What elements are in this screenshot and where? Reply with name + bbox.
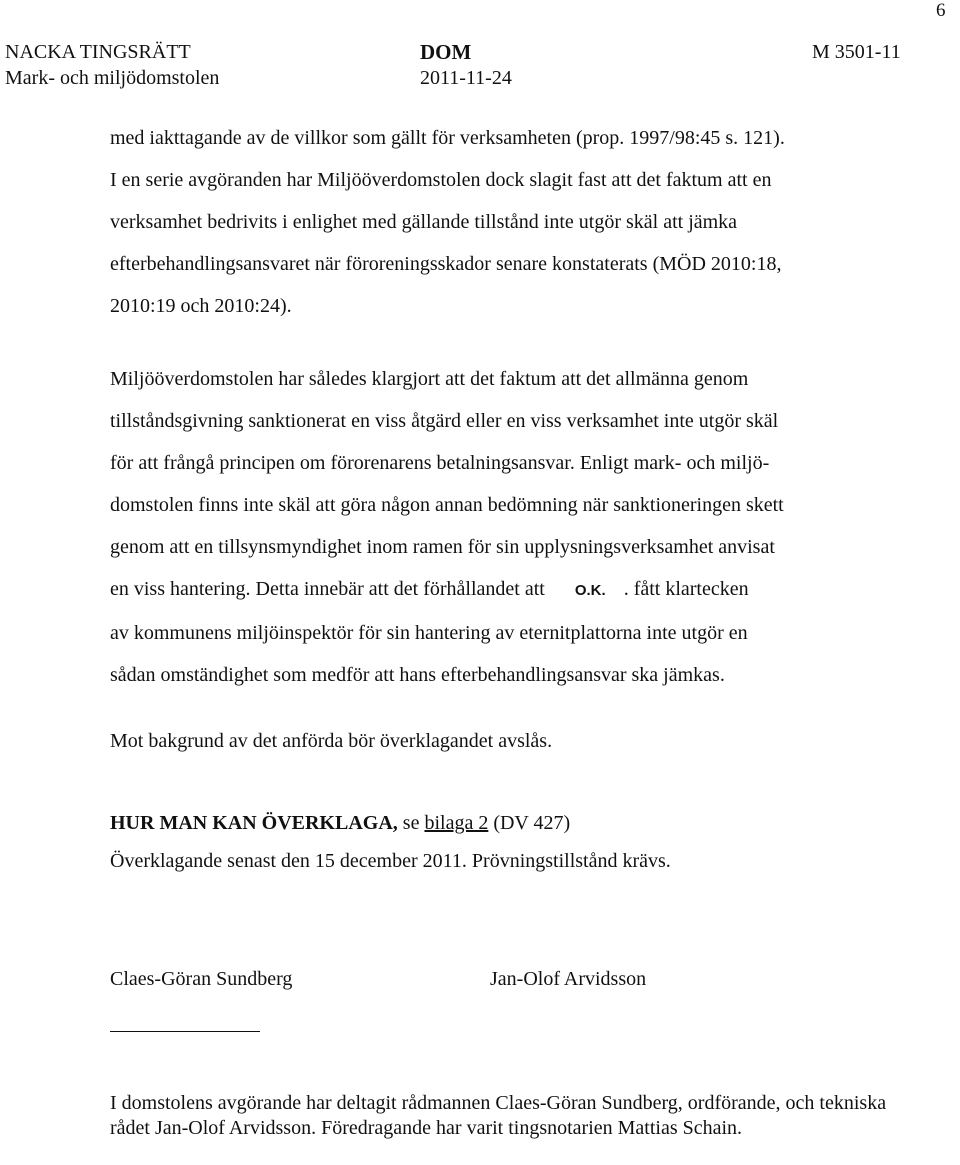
appeal-form: (DV 427): [488, 812, 571, 834]
signature-technical-advisor: Jan-Olof Arvidsson: [490, 968, 647, 990]
signature-judge: Claes-Göran Sundberg: [110, 968, 293, 990]
document-type: DOM: [420, 40, 472, 64]
document-date: 2011-11-24: [420, 67, 512, 89]
text-line: sådan omständighet som medför att hans efterbehandlingsansvar ska jämkas.: [110, 664, 725, 686]
text-line: I en serie avgöranden har Miljööverdomstolen dock slagit fast att det faktum att en: [110, 169, 772, 191]
paragraph-court-reasoning: [110, 358, 900, 696]
conclusion-text: Mot bakgrund av det anförda bör överklagandet avslås.: [110, 730, 553, 752]
text-line: 2010:19 och 2010:24).: [110, 295, 292, 317]
footnote-divider: [110, 1031, 260, 1032]
text-line: med iakttagande av de villkor som gällt för verksamheten (prop. 1997/98:45 s. 121).: [110, 127, 785, 149]
case-number: M 3501-11: [812, 41, 901, 63]
footer-note: I domstolens avgörande har deltagit rådmannen Claes-Göran Sundberg, ordförande, och tekniska rådet Jan-Olof Arvidsson. Föredragande har varit tingsnotarien Mattias Schain.: [110, 1092, 887, 1139]
page-number: 6: [936, 0, 946, 21]
text-line-with-redaction: [110, 568, 900, 612]
text-before-redaction: en viss hantering. Detta innebär att det förhållandet att: [110, 578, 545, 600]
redacted-name: O.K.: [574, 582, 606, 599]
court-name: NACKA TINGSRÄTT: [5, 41, 191, 63]
text-line: Miljööverdomstolen har således klargjort att det faktum att det allmänna genom: [110, 368, 749, 390]
paragraph-legal-precedent: [110, 117, 890, 327]
appeal-see: se: [397, 812, 425, 834]
appeal-heading: HUR MAN KAN ÖVERKLAGA,: [110, 812, 398, 834]
text-line: tillståndsgivning sanktionerat en viss åtgärd eller en viss verksamhet inte utgör skäl: [110, 410, 779, 432]
text-line: efterbehandlingsansvaret när föroreningsskador senare konstaterats (MÖD 2010:18,: [110, 253, 782, 275]
appeal-deadline: Överklagande senast den 15 december 2011. Prövningstillstånd krävs.: [110, 850, 671, 872]
text-line: genom att en tillsynsmyndighet inom ramen för sin upplysningsverksamhet anvisat: [110, 536, 775, 558]
appeal-instructions: [110, 808, 570, 838]
appendix-link[interactable]: bilaga 2: [424, 812, 489, 834]
text-after-redaction: . fått klartecken: [623, 578, 749, 600]
court-division: Mark- och miljödomstolen: [5, 67, 220, 89]
text-line: domstolen finns inte skäl att göra någon annan bedömning när sanktioneringen skett: [110, 494, 784, 516]
text-line: av kommunens miljöinspektör för sin hantering av eternitplattorna inte utgör en: [110, 622, 748, 644]
text-line: för att frångå principen om förorenarens betalningsansvar. Enligt mark- och miljö-: [110, 452, 770, 474]
text-line: verksamhet bedrivits i enlighet med gällande tillstånd inte utgör skäl att jämka: [110, 211, 738, 233]
